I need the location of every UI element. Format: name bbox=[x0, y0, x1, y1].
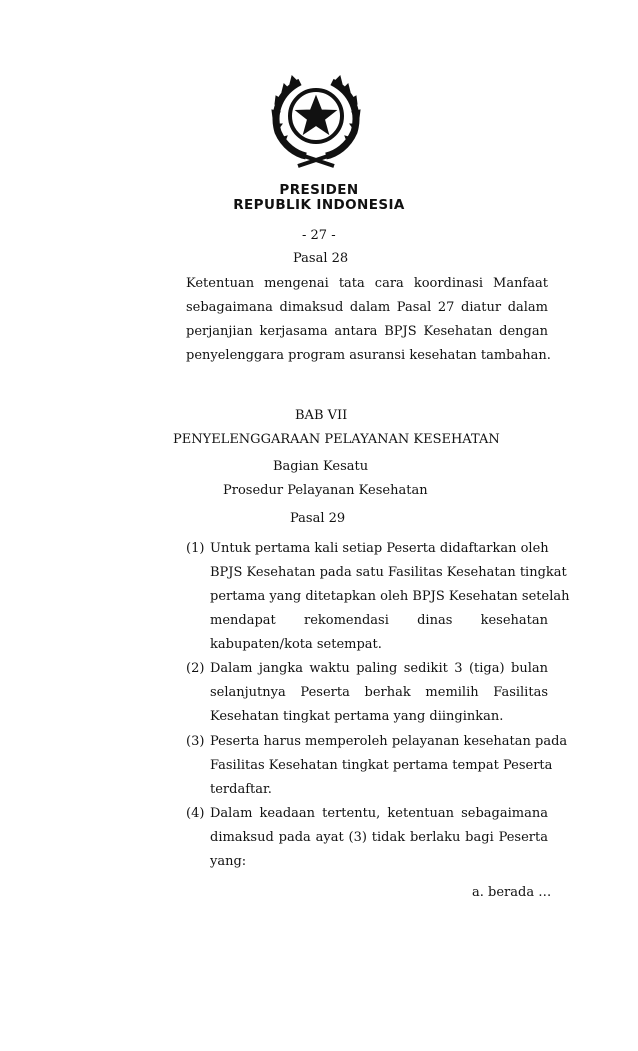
item-line: Dalam keadaan tertentu, ketentuan sebagaimana bbox=[210, 806, 548, 821]
bab-number: BAB VII bbox=[295, 408, 348, 423]
item-line: Peserta harus memperoleh pelayanan kesehatan pada bbox=[210, 734, 568, 749]
pasal-28-line: Ketentuan mengenai tata cara koordinasi Manfaat bbox=[186, 276, 548, 291]
item-line: Fasilitas Kesehatan tingkat pertama tempat Peserta bbox=[210, 758, 553, 773]
item-line: mendapat rekomendasi dinas kesehatan bbox=[210, 613, 548, 628]
item-line: selanjutnya Peserta berhak memilih Fasilitas bbox=[210, 685, 548, 700]
bagian-title: Prosedur Pelayanan Kesehatan bbox=[223, 483, 428, 498]
item-number: (1) bbox=[186, 541, 205, 556]
item-line: Kesehatan tingkat pertama yang diinginkan. bbox=[210, 709, 504, 724]
item-number: (4) bbox=[186, 806, 205, 821]
page-number: - 27 - bbox=[302, 228, 336, 243]
item-line: pertama yang ditetapkan oleh BPJS Kesehatan setelah bbox=[210, 589, 570, 604]
item-number: (2) bbox=[186, 661, 205, 676]
item-line: Dalam jangka waktu paling sedikit 3 (tiga) bulan bbox=[210, 661, 548, 676]
item-line: terdaftar. bbox=[210, 782, 272, 797]
item-line: yang: bbox=[210, 854, 247, 869]
pasal-28-line: sebagaimana dimaksud dalam Pasal 27 diatur dalam bbox=[186, 300, 548, 315]
pasal-28-line: perjanjian kerjasama antara BPJS Kesehatan dengan bbox=[186, 324, 548, 339]
pasal-29-title: Pasal 29 bbox=[290, 511, 346, 526]
header-republik-indonesia: REPUBLIK INDONESIA bbox=[233, 197, 405, 213]
item-line: Untuk pertama kali setiap Peserta didaftarkan oleh bbox=[210, 541, 549, 556]
presidential-emblem-icon bbox=[262, 68, 370, 168]
pasal-28-title: Pasal 28 bbox=[293, 251, 349, 266]
item-number: (3) bbox=[186, 734, 205, 749]
continuation-marker: a. berada … bbox=[472, 885, 552, 900]
bab-title: PENYELENGGARAAN PELAYANAN KESEHATAN bbox=[173, 432, 500, 447]
bagian-number: Bagian Kesatu bbox=[273, 459, 369, 474]
header-presiden: PRESIDEN bbox=[279, 182, 359, 198]
item-line: dimaksud pada ayat (3) tidak berlaku bagi Peserta bbox=[210, 830, 548, 845]
pasal-28-line: penyelenggara program asuransi kesehatan tambahan. bbox=[186, 348, 551, 363]
item-line: kabupaten/kota setempat. bbox=[210, 637, 382, 652]
item-line: BPJS Kesehatan pada satu Fasilitas Kesehatan tingkat bbox=[210, 565, 567, 580]
